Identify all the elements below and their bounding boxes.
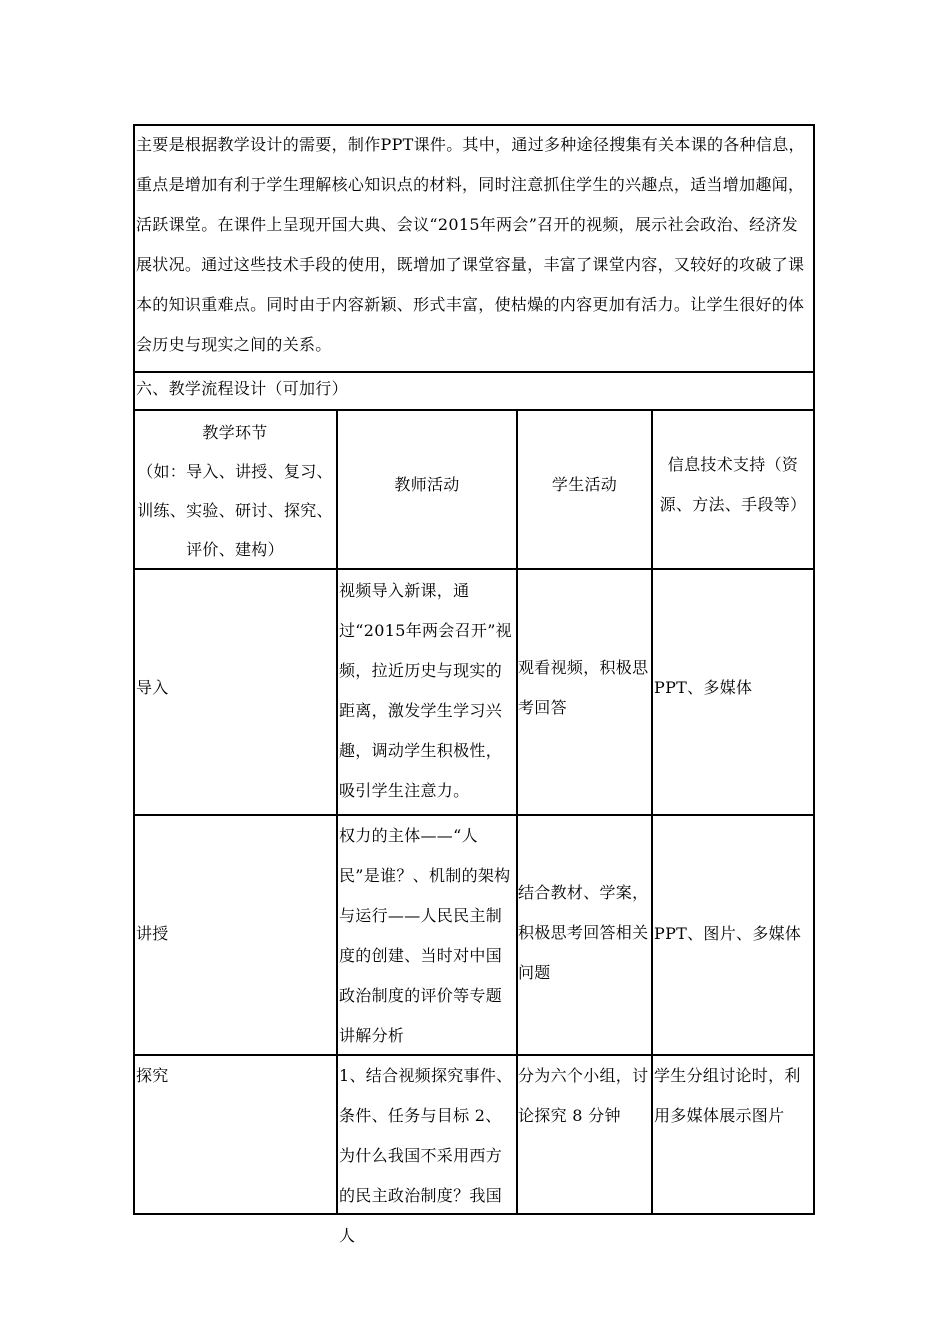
row-inquiry-stage: 探究 bbox=[136, 1066, 169, 1085]
header-student: 学生活动 bbox=[551, 475, 618, 494]
section-heading: 六、教学流程设计（可加行） bbox=[136, 379, 348, 398]
row-lecture-stage: 讲授 bbox=[136, 924, 169, 943]
row-intro-student: 观看视频，积极思考回答 bbox=[518, 658, 649, 717]
row-lecture-student: 结合教材、学案，积极思考回答相关问题 bbox=[518, 883, 649, 982]
intro-paragraph: 主要是根据教学设计的需要，制作PPT课件。其中，通过多种途径搜集有关本课的各种信息，重点是增加有利于学生理解核心知识点的材料，同时注意抓住学生的兴趣点，适当增加趣闻，活跃课堂。在课件上呈现开国大典、会议“2015年两会”召开的视频，展示社会政治、经济发展状况。通过这些技术手段的使用，既增加了课堂容量，丰富了课堂内容，又较好的攻破了课本的知识重难点。同时由于内容新颖、形式丰富，使枯燥的内容更加有活力。让学生很好的体会历史与现实之间的关系。 bbox=[136, 135, 805, 354]
row-intro-tech: PPT、多媒体 bbox=[654, 678, 753, 697]
header-tech: 信息技术支持（资源、方法、手段等） bbox=[659, 455, 807, 514]
row-intro-stage: 导入 bbox=[136, 678, 169, 697]
row-lecture-tech: PPT、图片、多媒体 bbox=[654, 924, 802, 943]
header-stage: 教学环节 （如：导入、讲授、复习、训练、实验、研讨、探究、评价、建构） bbox=[137, 423, 333, 559]
row-inquiry-student: 分为六个小组，讨论探究 8 分钟 bbox=[518, 1066, 649, 1125]
row-inquiry-tech: 学生分组讨论时，利用多媒体展示图片 bbox=[654, 1066, 801, 1125]
column-divider bbox=[336, 410, 338, 1215]
row-intro-teacher: 视频导入新课，通过“2015年两会召开”视频，拉近历史与现实的距离，激发学生学习兴趣，调动学生积极性，吸引学生注意力。 bbox=[339, 581, 512, 800]
row-lecture-teacher: 权力的主体——“人民”是谁？、机制的架构与运行——人民民主制度的创建、当时对中国政治制度的评价等专题讲解分析 bbox=[339, 826, 511, 1045]
header-teacher: 教师活动 bbox=[394, 475, 460, 494]
row-inquiry-teacher: 1、结合视频探究事件、条件、任务与目标 2、为什么我国不采用西方的民主政治制度？我国人 bbox=[339, 1066, 513, 1245]
